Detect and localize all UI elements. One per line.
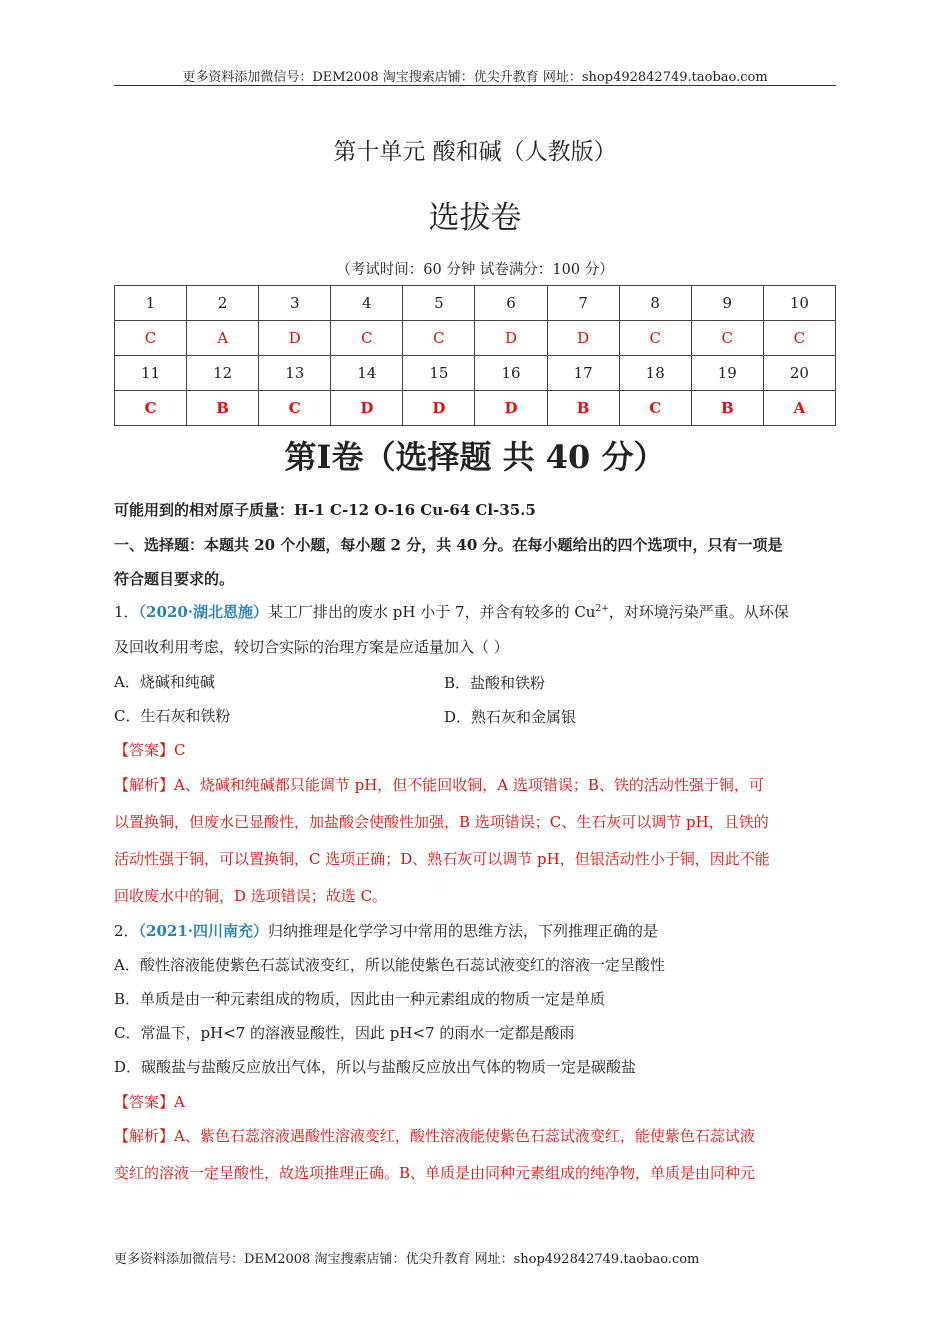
- page-header: 更多资料添加微信号：DEM2008 淘宝搜索店铺：优尖升教育 网址：shop492842749.taobao.com: [182, 70, 768, 85]
- question-number-cell: 19: [691, 356, 763, 391]
- answer-cell: C: [691, 321, 763, 356]
- q1-analysis-line: 【解析】A、烧碱和纯碱都只能调节 pH，但不能回收铜，A 选项错误；B、铁的活动性强于铜，可: [114, 776, 764, 794]
- q2-option-c: C．常温下，pH<7 的溶液显酸性，因此 pH<7 的雨水一定都是酸雨: [114, 1024, 575, 1042]
- question-number-cell: 12: [187, 356, 259, 391]
- q1-analysis-line: 以置换铜，但废水已显酸性，加盐酸会使酸性加强，B 选项错误；C、生石灰可以调节 pH，且铁的: [114, 813, 769, 831]
- q2-analysis-line: 【解析】A、紫色石蕊溶液遇酸性溶液变红，酸性溶液能使紫色石蕊试液变红，能使紫色石蕊试液: [114, 1127, 755, 1145]
- q1-source: （2020·湖北恩施）: [138, 603, 269, 621]
- q1-stem-superscript: 2+: [595, 604, 609, 614]
- question-number-cell: 11: [115, 356, 187, 391]
- q1-stem-text-a: 某工厂排出的废水 pH 小于 7，并含有较多的 Cu: [268, 603, 596, 621]
- answer-cell: B: [691, 391, 763, 426]
- answer-table-row-numbers-2: [115, 356, 836, 391]
- q1-option-c: C．生石灰和铁粉: [114, 707, 231, 725]
- q2-answer: 【答案】A: [114, 1093, 185, 1111]
- q2-source: （2021·四川南充）: [138, 922, 269, 940]
- question-number-cell: 17: [547, 356, 619, 391]
- question-number-cell: 15: [403, 356, 475, 391]
- question-number-cell: 16: [475, 356, 547, 391]
- answer-cell: C: [331, 321, 403, 356]
- page-footer: 更多资料添加微信号：DEM2008 淘宝搜索店铺：优尖升教育 网址：shop492842749.taobao.com: [114, 1252, 700, 1267]
- instructions-line-2: 符合题目要求的。: [114, 570, 235, 588]
- answer-cell: D: [331, 391, 403, 426]
- question-number-cell: 8: [619, 286, 691, 321]
- question-number-cell: 4: [331, 286, 403, 321]
- q2-stem: [114, 921, 836, 941]
- answer-cell: B: [187, 391, 259, 426]
- exam-info: （考试时间：60 分钟 试卷满分：100 分）: [336, 262, 614, 278]
- q2-option-d: D．碳酸盐与盐酸反应放出气体，所以与盐酸反应放出气体的物质一定是碳酸盐: [114, 1058, 637, 1076]
- question-number-cell: 1: [115, 286, 187, 321]
- question-number-cell: 7: [547, 286, 619, 321]
- unit-title: 第十单元 酸和碱（人教版）: [333, 139, 617, 165]
- question-number-cell: 5: [403, 286, 475, 321]
- answer-cell: D: [475, 321, 547, 356]
- answer-table-row-numbers-1: [115, 286, 836, 321]
- q2-option-b: B．单质是由一种元素组成的物质，因此由一种元素组成的物质一定是单质: [114, 990, 606, 1008]
- header-divider: [114, 85, 836, 86]
- question-number-cell: 3: [259, 286, 331, 321]
- section-title: 第Ⅰ卷（选择题 共 40 分）: [284, 438, 666, 476]
- answer-cell: A: [187, 321, 259, 356]
- q1-stem-text-b: ，对环境污染严重。从环保: [608, 603, 789, 621]
- instructions-line-1: 一、选择题：本题共 20 个小题，每小题 2 分，共 40 分。在每小题给出的四个选项中，只有一项是: [114, 536, 783, 554]
- question-number-cell: 6: [475, 286, 547, 321]
- q2-option-a: A．酸性溶液能使紫色石蕊试液变红，所以能使紫色石蕊试液变红的溶液一定呈酸性: [114, 956, 665, 974]
- answer-cell: D: [259, 321, 331, 356]
- answer-cell: D: [547, 321, 619, 356]
- question-number-cell: 14: [331, 356, 403, 391]
- atomic-masses: 可能用到的相对原子质量：H-1 C-12 O-16 Cu-64 Cl-35.5: [114, 501, 536, 519]
- answer-cell: B: [547, 391, 619, 426]
- q1-option-d: D．熟石灰和金属银: [444, 708, 577, 726]
- question-number-cell: 18: [619, 356, 691, 391]
- q2-stem-text: 归纳推理是化学学习中常用的思维方法，下列推理正确的是: [268, 922, 659, 940]
- answer-cell: C: [763, 321, 835, 356]
- q1-stem-line-2: 及回收利用考虑，较切合实际的治理方案是应适量加入（ ）: [114, 638, 509, 656]
- q1-option-a: A．烧碱和纯碱: [114, 673, 215, 691]
- q1-analysis-line: 活动性强于铜，可以置换铜，C 选项正确；D、熟石灰可以调节 pH，但银活动性小于铜，因此不能: [114, 850, 770, 868]
- answer-cell: C: [619, 391, 691, 426]
- q2-analysis-line: 变红的溶液一定呈酸性，故选项推理正确。B、单质是由同种元素组成的纯净物，单质是由同种元: [114, 1164, 756, 1182]
- q1-stem-line-1: [114, 602, 836, 622]
- answer-cell: A: [763, 391, 835, 426]
- answer-table-row-answers-2: [115, 391, 836, 426]
- question-number-cell: 20: [763, 356, 835, 391]
- answer-cell: C: [259, 391, 331, 426]
- answer-table-row-answers-1: [115, 321, 836, 356]
- answer-cell: C: [115, 391, 187, 426]
- question-number-cell: 2: [187, 286, 259, 321]
- q2-number: 2．: [114, 922, 139, 940]
- answer-table: [114, 285, 836, 426]
- answer-cell: C: [619, 321, 691, 356]
- question-number-cell: 13: [259, 356, 331, 391]
- question-number-cell: 9: [691, 286, 763, 321]
- answer-cell: D: [475, 391, 547, 426]
- question-number-cell: 10: [763, 286, 835, 321]
- q1-analysis-line: 回收废水中的铜，D 选项错误；故选 C。: [114, 887, 388, 905]
- q1-answer: 【答案】C: [114, 741, 186, 759]
- paper-type-title: 选拔卷: [428, 200, 522, 236]
- answer-cell: C: [403, 321, 475, 356]
- q1-option-b: B．盐酸和铁粉: [444, 674, 546, 692]
- q1-number: 1．: [114, 603, 139, 621]
- answer-cell: D: [403, 391, 475, 426]
- answer-cell: C: [115, 321, 187, 356]
